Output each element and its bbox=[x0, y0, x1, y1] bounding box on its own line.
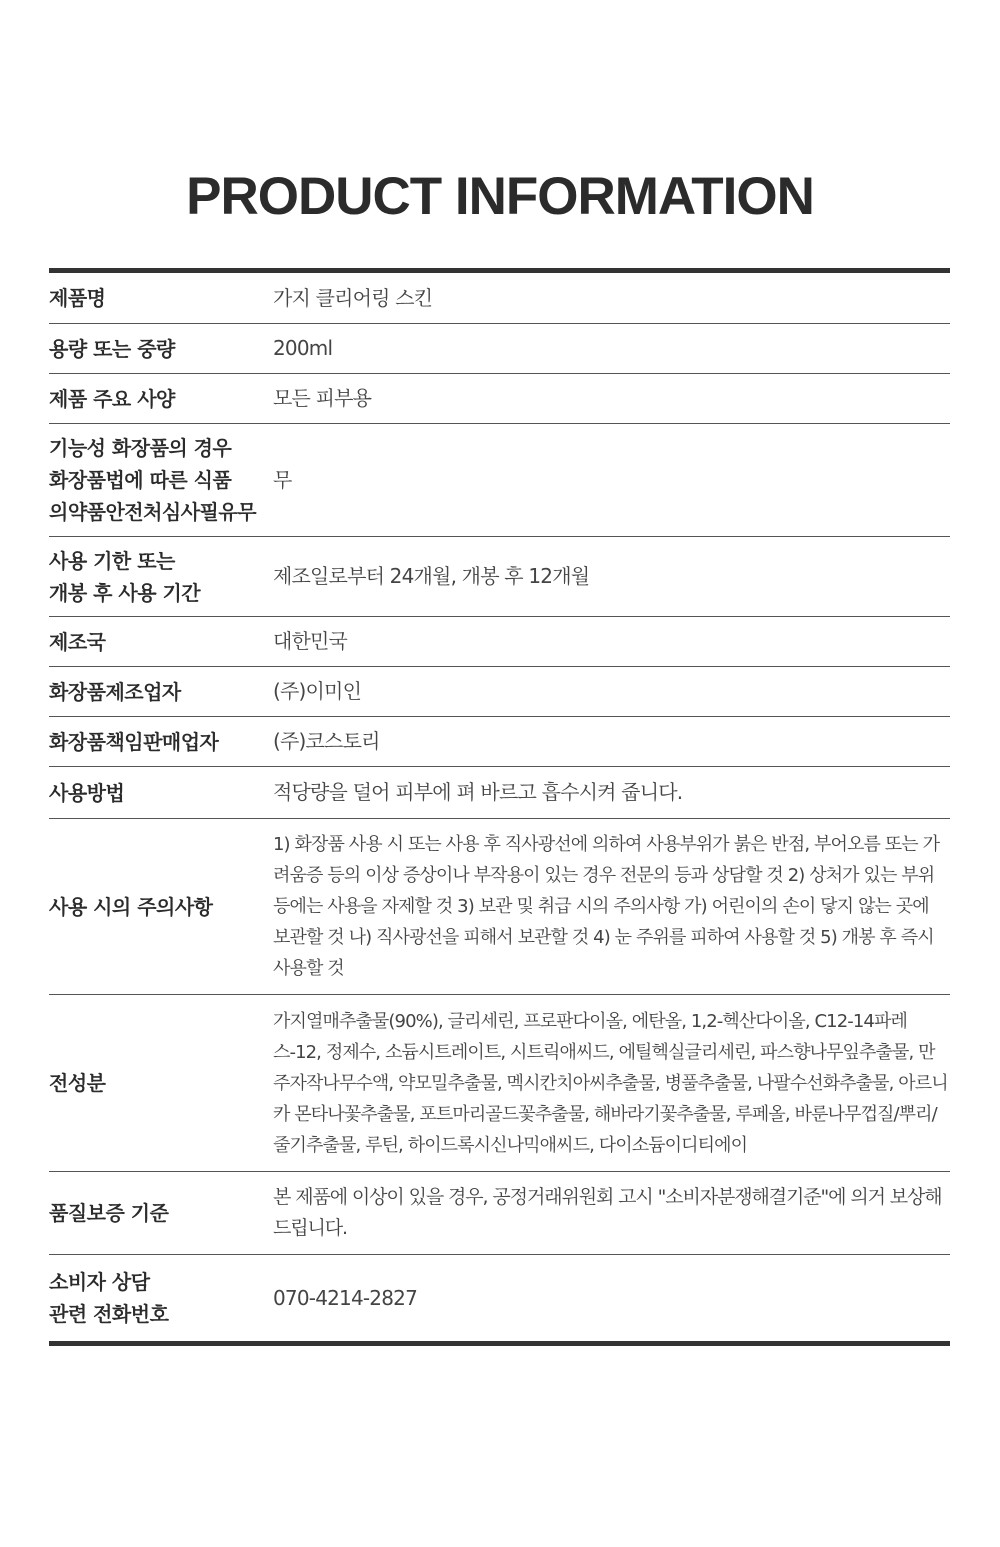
row-value: (주)이미인 bbox=[273, 679, 362, 703]
table-row bbox=[49, 324, 950, 374]
label-line: 관련 전화번호 bbox=[49, 1302, 169, 1326]
row-label bbox=[49, 626, 273, 658]
row-label bbox=[49, 432, 273, 528]
table-row bbox=[49, 767, 950, 819]
row-value: 가지열매추출물(90%), 글리세린, 프로판다이올, 에탄올, 1,2-헥산다이올, C12-14파레스-12, 정제수, 소듐시트레이트, 시트릭애씨드, 에틸헥실글리세린, 파스향나무잎추출물, 만주자작나무수액, 약모밀추출물, 멕시칸치아씨추출물, 병풀추출물, 나팔수선화추출물, 아르니카 몬타나꽃추출물, 포트마리골드꽃추출물, 해바라기꽃추출물, 루페올, 바룬나무껍질/뿌리/줄기추출물, 루틴, 하이드록시신나믹애씨드, 다이소듐이디티에이 bbox=[273, 1010, 948, 1156]
table-row bbox=[49, 617, 950, 667]
row-value: 200ml bbox=[273, 336, 333, 360]
row-value: 제조일로부터 24개월, 개봉 후 12개월 bbox=[273, 564, 590, 588]
label-line: 품질보증 기준 bbox=[49, 1201, 169, 1225]
label-line: 용량 또는 중량 bbox=[49, 336, 175, 361]
row-label bbox=[49, 545, 273, 609]
table-row bbox=[49, 374, 950, 424]
label-line: 개봉 후 사용 기간 bbox=[49, 580, 201, 605]
row-value: (주)코스토리 bbox=[273, 729, 380, 753]
row-label bbox=[49, 676, 273, 708]
label-line: 제품명 bbox=[49, 286, 106, 310]
row-label bbox=[49, 383, 273, 415]
table-row bbox=[49, 1172, 950, 1255]
row-value: 070-4214-2827 bbox=[273, 1285, 418, 1310]
table-row bbox=[49, 273, 950, 324]
row-label bbox=[49, 1266, 273, 1330]
table-row bbox=[49, 667, 950, 717]
row-value: 모든 피부용 bbox=[273, 386, 372, 410]
row-value: 대한민국 bbox=[273, 629, 348, 653]
row-label bbox=[49, 1067, 273, 1099]
label-line: 제조국 bbox=[49, 629, 106, 654]
row-value: 1) 화장품 사용 시 또는 사용 후 직사광선에 의하여 사용부위가 붉은 반점, 부어오름 또는 가려움증 등의 이상 증상이나 부작용이 있는 경우 전문의 등과 상담할 것 2) 상처가 있는 부위 등에는 사용을 자제할 것 3) 보관 및 취급 시의 주의사항 가) 어린이의 손이 닿지 않는 곳에 보관할 것 나) 직사광선을 피해서 보관할 것 4) 눈 주위를 피하여 사용할 것 5) 개봉 후 즉시 사용할 것 bbox=[273, 834, 940, 979]
label-line: 화장품제조업자 bbox=[49, 679, 181, 704]
table-bottom-rule bbox=[49, 1341, 950, 1346]
table-row bbox=[49, 819, 950, 995]
label-line: 제품 주요 사양 bbox=[49, 386, 175, 411]
label-line: 화장품법에 따른 식품 bbox=[49, 468, 232, 492]
label-line: 사용 시의 주의사항 bbox=[49, 894, 213, 919]
row-label bbox=[49, 333, 273, 365]
label-line: 전성분 bbox=[49, 1071, 106, 1095]
label-line: 소비자 상담 bbox=[49, 1270, 150, 1294]
table-row bbox=[49, 424, 950, 537]
table-row bbox=[49, 995, 950, 1172]
row-label bbox=[49, 282, 273, 314]
label-line: 사용방법 bbox=[49, 780, 125, 805]
label-line: 기능성 화장품의 경우 bbox=[49, 436, 232, 460]
label-line: 사용 기한 또는 bbox=[49, 548, 175, 573]
page-title: PRODUCT INFORMATION bbox=[186, 167, 814, 226]
product-info-table bbox=[49, 268, 950, 1346]
row-value: 가지 클리어링 스킨 bbox=[273, 285, 433, 310]
row-value: 적당량을 덜어 피부에 펴 바르고 흡수시켜 줍니다. bbox=[273, 780, 683, 804]
row-value: 무 bbox=[273, 467, 292, 492]
row-value: 본 제품에 이상이 있을 경우, 공정거래위원회 고시 "소비자분쟁해결기준"에 의거 보상해 드립니다. bbox=[273, 1186, 942, 1239]
label-line: 의약품안전처심사필유무 bbox=[49, 500, 257, 524]
row-label bbox=[49, 777, 273, 809]
table-row bbox=[49, 717, 950, 767]
row-label bbox=[49, 891, 273, 923]
table-row bbox=[49, 537, 950, 617]
label-line: 화장품책임판매업자 bbox=[49, 729, 219, 754]
row-label bbox=[49, 1197, 273, 1229]
table-row bbox=[49, 1255, 950, 1341]
row-label bbox=[49, 726, 273, 758]
